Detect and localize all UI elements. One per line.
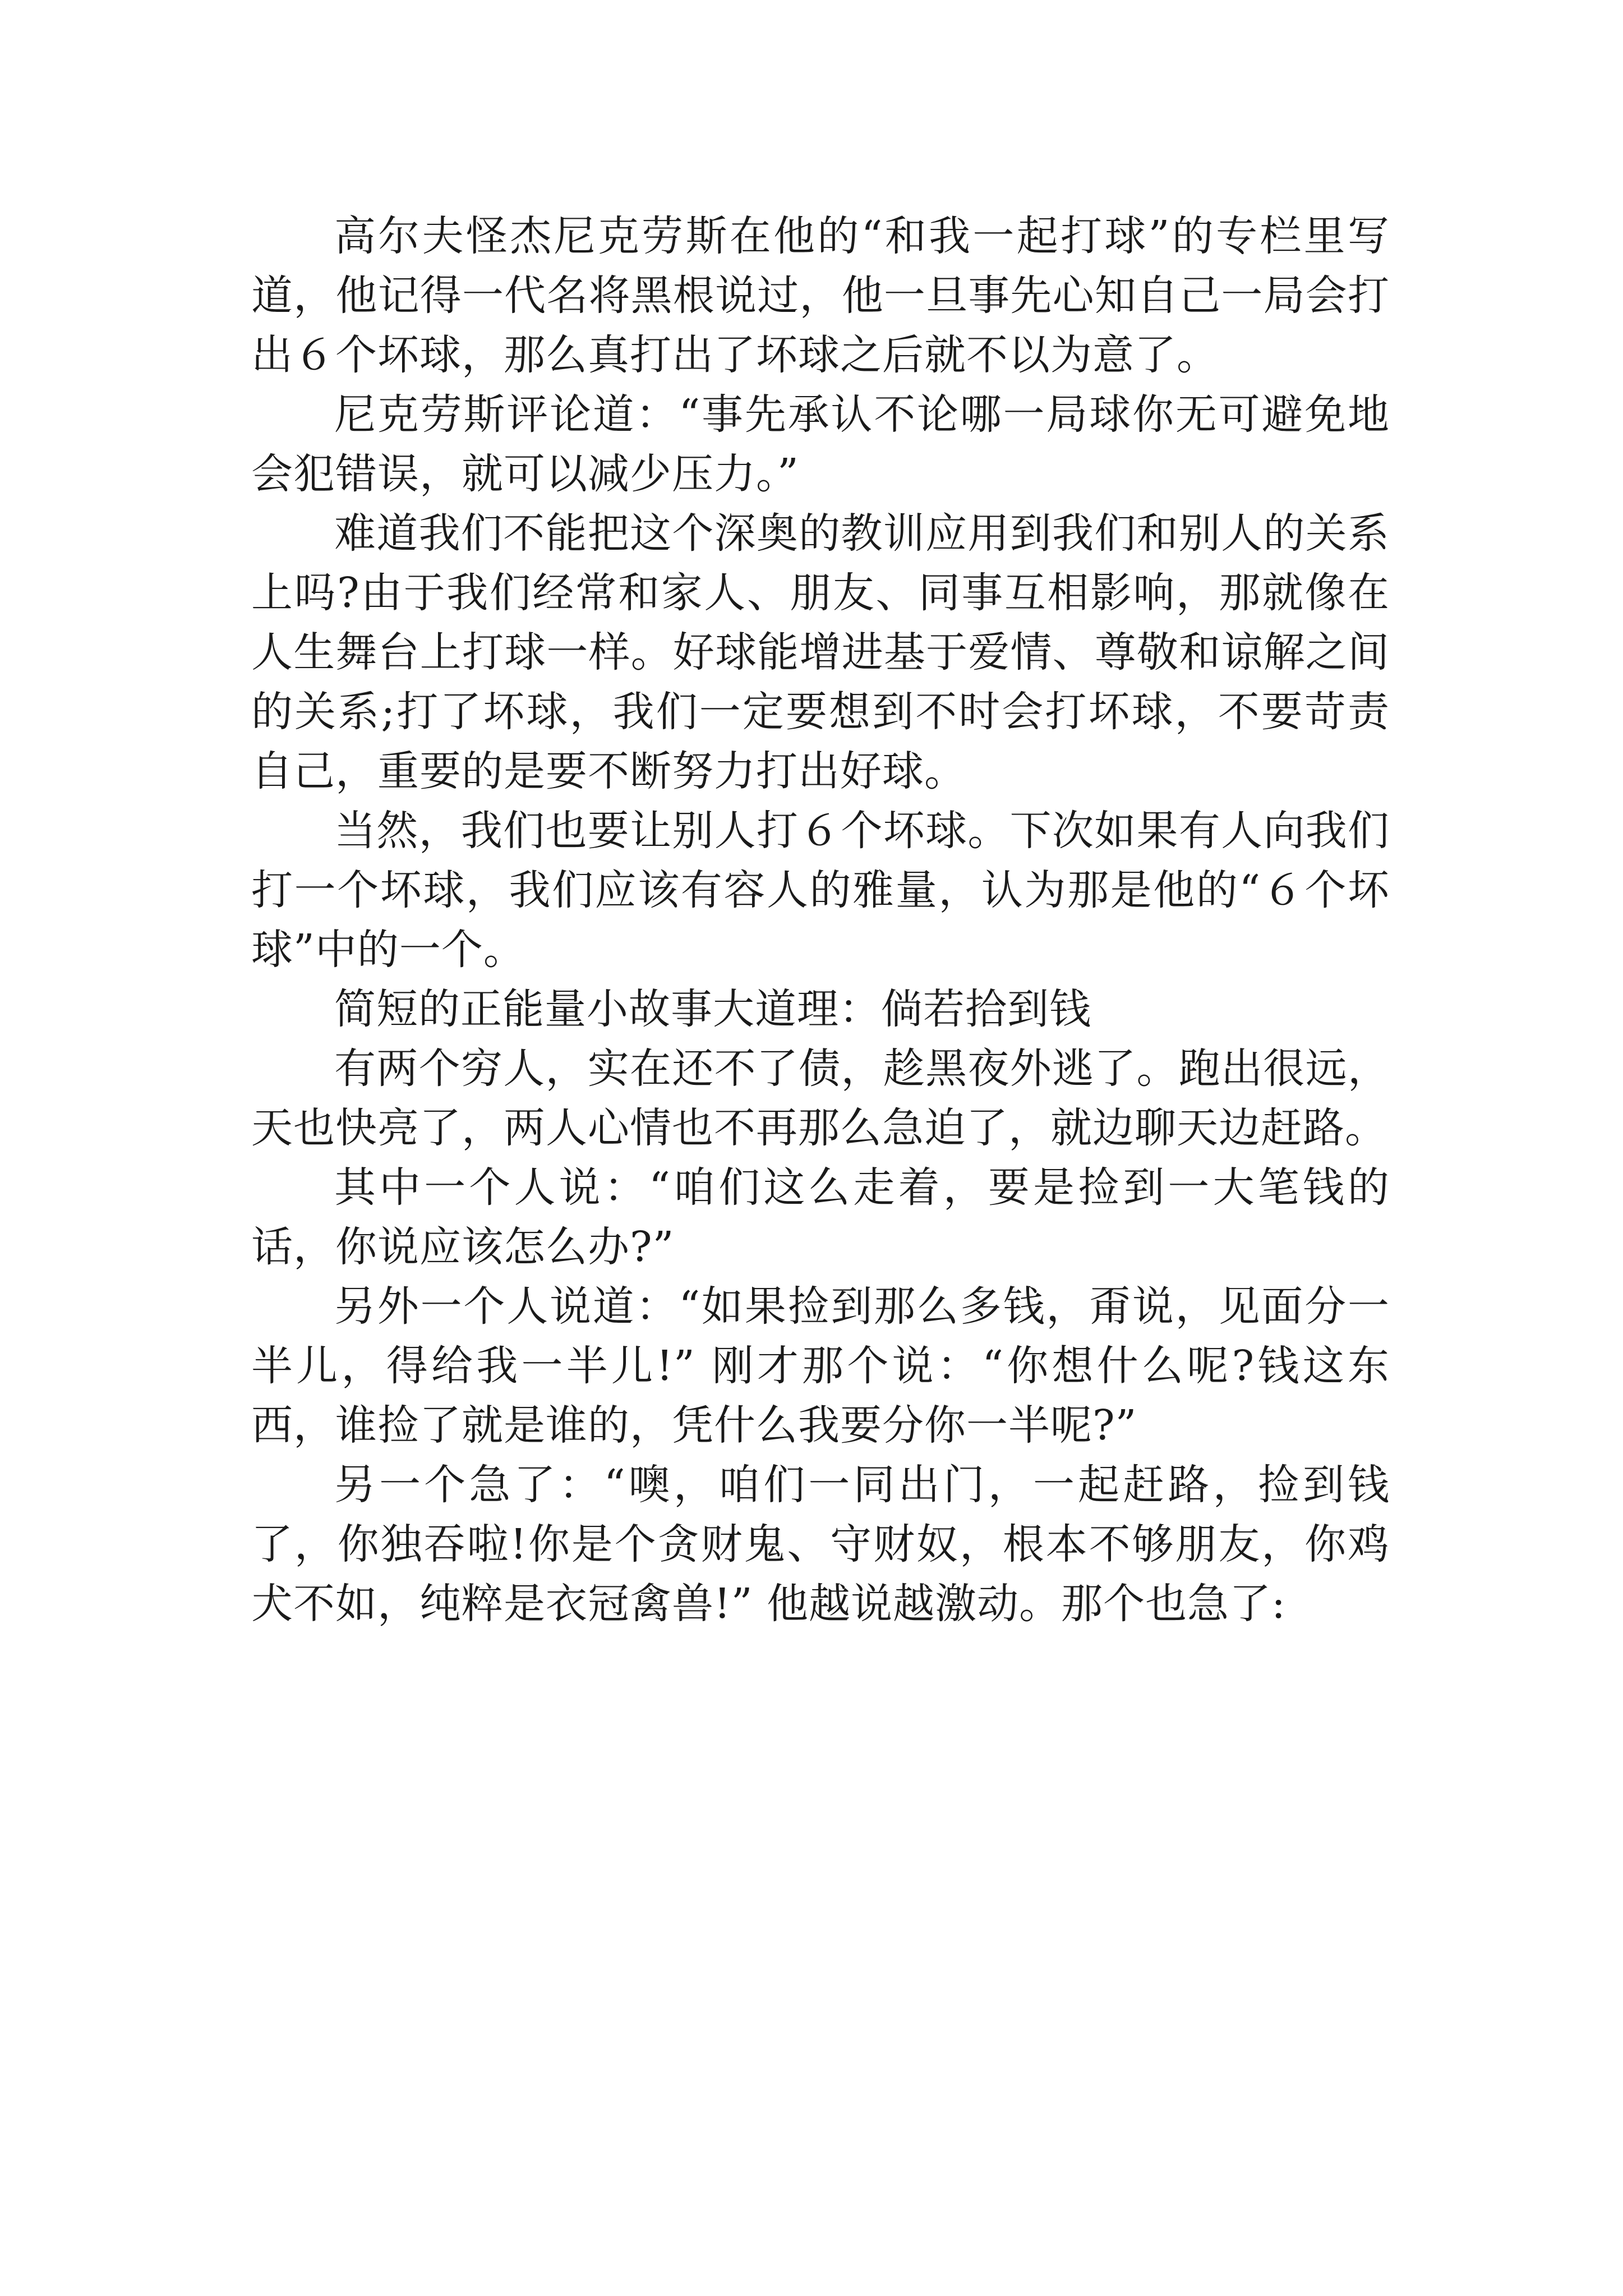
document-body: [251, 206, 1390, 1634]
paragraph-golf-intro: 高尔夫怪杰尼克劳斯在他的“和我一起打球”的专栏里写道，他记得一代名将黑根说过，他一旦事先心知自己一局会打出６个坏球，那么真打出了坏球之后就不以为意了。: [251, 212, 1390, 379]
paragraph-two-poor-men: 有两个穷人，实在还不了债，趁黑夜外逃了。跑出很远，天也快亮了，两人心情也不再那么急迫了，就边聊天边赶路。: [251, 1045, 1390, 1152]
story-heading: 简短的正能量小故事大道理：倘若拾到钱: [334, 985, 1091, 1033]
paragraph-half-share: 另外一个人说道：“如果捡到那么多钱，甭说，见面分一半儿，得给我一半儿!” 刚才那个说：“你想什么呢?钱这东西，谁捡了就是谁的，凭什么我要分你一半呢?”: [251, 1282, 1390, 1450]
paragraph-argument: 另一个急了：“噢，咱们一同出门，一起赶路，捡到钱了，你独吞啦!你是个贪财鬼、守财奴，根本不够朋友，你鸡犬不如，纯粹是衣冠禽兽!” 他越说越激动。那个也急了:: [251, 1461, 1390, 1628]
paragraph-six-bad-shots: 当然，我们也要让别人打６个坏球。下次如果有人向我们打一个坏球，我们应该有容人的雅量，认为那是他的“６个坏球”中的一个。: [251, 807, 1390, 974]
paragraph-question: 其中一个人说：“咱们这么走着，要是捡到一大笔钱的话，你说应该怎么办?”: [251, 1163, 1390, 1271]
paragraph-nicklaus-comment: 尼克劳斯评论道：“事先承认不论哪一局球你无可避免地会犯错误，就可以减少压力。”: [251, 390, 1390, 498]
paragraph-relationships: 难道我们不能把这个深奥的教训应用到我们和别人的关系上吗?由于我们经常和家人、朋友、同事互相影响，那就像在人生舞台上打球一样。好球能增进基于爱情、尊敬和谅解之间的关系;打了坏球，我们一定要想到不时会打坏球，不要苛责自己，重要的是要不断努力打出好球。: [251, 509, 1390, 795]
